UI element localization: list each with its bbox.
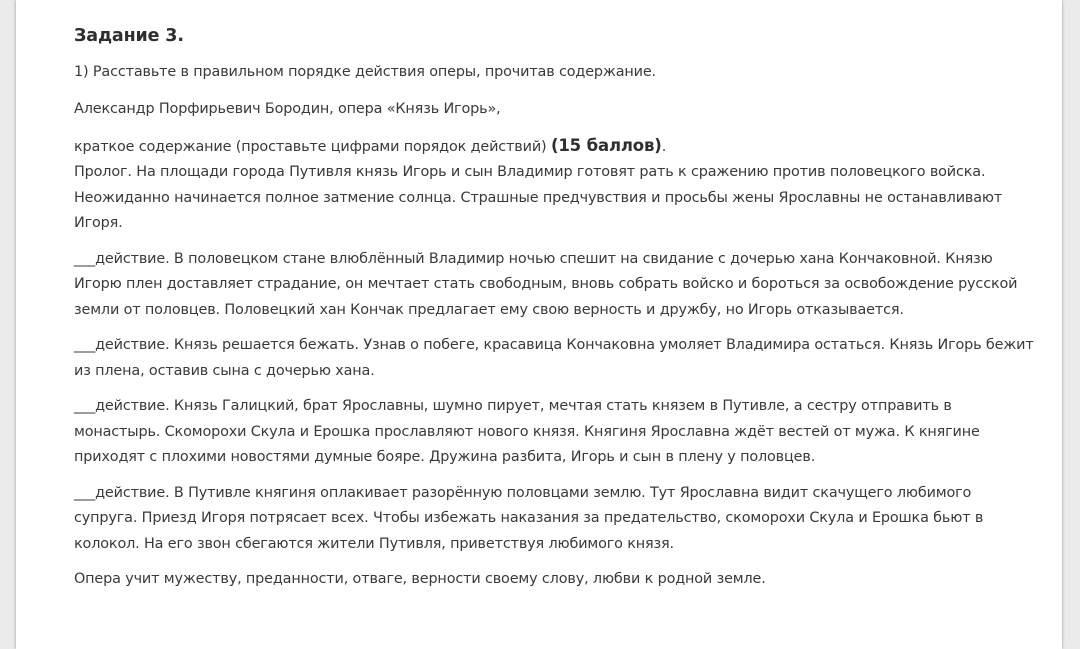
paragraph-conclusion: Опера учит мужеству, преданности, отваге, верности своему слову, любви к родной земле. [74, 571, 766, 587]
task-instruction: 1) Расставьте в правильном порядке действия оперы, прочитав содержание. [74, 64, 656, 80]
summary-prefix: краткое содержание (проставьте цифрами порядок действий) [74, 139, 547, 155]
paragraph-prologue: Пролог. На площади города Путивля князь Игорь и сын Владимир готовят рать к сражению против половецкого войска. Неожиданно начинается полное затмение солнца. Страшные предчувствия и просьбы жены Ярославны не останавливают Игоря. [74, 164, 1003, 231]
summary-line [74, 133, 1034, 160]
paragraph-act-d: ___действие. В Путивле княгиня оплакивает разорённую половцами землю. Тут Ярославна видит скачущего любимого супруга. Приезд Игоря потрясает всех. Чтобы избежать наказания за предательство, скоморохи Скула и Ерошка бьют в колокол. На его звон сбегаются жители Путивля, приветствуя любимого князя. [74, 484, 984, 552]
composer-line: Александр Порфирьевич Бородин, опера «Князь Игорь», [74, 101, 501, 117]
document-content [74, 20, 1034, 593]
document-page [16, 0, 1062, 649]
paragraph-act-a: ___действие. В половецком стане влюблённый Владимир ночью спешит на свидание с дочерью хана Кончаковной. Князю Игорю плен доставляет страдание, он мечтает стать свободным, вновь собрать войско и бороться за освобождение русской земли от половцев. Половецкий хан Кончак предлагает ему свою верность и дружбу, но Игорь отказывается. [74, 250, 1018, 318]
paragraph-act-c: ___действие. Князь Галицкий, брат Ярославны, шумно пирует, мечтая стать князем в Путивле, а сестру отправить в монастырь. Скоморохи Скула и Ерошка прославляют нового князя. Княгиня Ярославна ждёт вестей от мужа. К княгине приходят с плохими новостями думные бояре. Дружина разбита, Игорь и сын в плену у половцев. [74, 398, 980, 465]
points-label: (15 баллов) [550, 136, 662, 155]
paragraph-act-b: ___действие. Князь решается бежать. Узнав о побеге, красавица Кончаковна умоляет Владимира остаться. Князь Игорь бежит из плена, оставив сына с дочерью хана. [74, 337, 1034, 379]
summary-suffix: . [661, 139, 667, 155]
task-title: Задание 3. [74, 26, 184, 46]
